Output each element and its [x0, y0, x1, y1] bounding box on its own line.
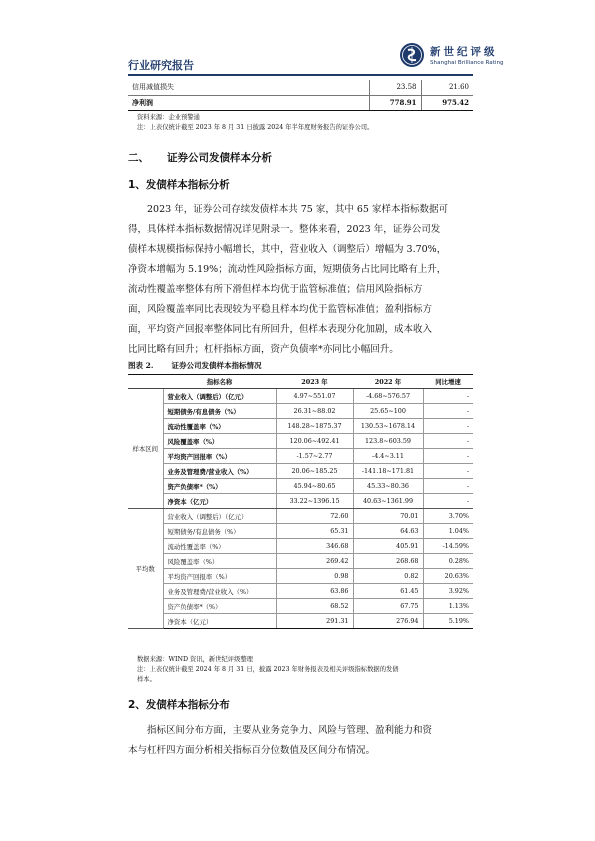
indicator-name: 短期债务/有息债务（%）: [163, 524, 276, 539]
value-2023: 68.52: [276, 599, 353, 614]
table-row: [128, 494, 473, 509]
value-2023: 20.06~185.25: [276, 464, 353, 479]
indicator-table: [128, 374, 473, 629]
paragraph-line: 面，平均资产回报率整体同比有所回升，但样本表现分化加剧，成本收入: [128, 324, 433, 335]
header-rule: [128, 74, 473, 76]
header-indicator: 指标名称: [163, 375, 276, 389]
paragraph-line: 净资本增幅为 5.19%；流动性风险指标方面，短期债务占比同比略有上升，: [128, 264, 447, 275]
value-2023: 63.86: [276, 584, 353, 599]
table-row: [128, 419, 473, 434]
indicator-name: 资产负债率*（%）: [163, 599, 276, 614]
paragraph-line: 得，具体样本指标数据情况详见附录一。整体来看，2023 年，证券公司发: [128, 224, 441, 235]
yoy-growth: -: [423, 434, 473, 449]
yoy-growth: 0.28%: [423, 554, 473, 569]
table-body: [128, 389, 473, 629]
table-row: [128, 479, 473, 494]
paragraph-line: 流动性覆盖率整体有所下滑但样本均优于监管标准值；信用风险指标方: [128, 284, 423, 295]
table-row: [128, 404, 473, 419]
row-label: 信用减值损失: [128, 80, 369, 95]
header-group: [128, 375, 163, 389]
value-2022: 61.45: [353, 584, 423, 599]
table-row: [128, 80, 473, 95]
indicator-name: 风险覆盖率（%）: [163, 554, 276, 569]
value-2023: 26.31~88.02: [276, 404, 353, 419]
indicator-name: 净资本（亿元）: [163, 494, 276, 509]
value-2022: 276.94: [353, 614, 423, 629]
value-2023: 120.06~492.41: [276, 434, 353, 449]
value-2023: 0.98: [276, 569, 353, 584]
table-row: [128, 554, 473, 569]
table-row: [128, 614, 473, 629]
brand-name-en: Shanghai Brilliance Rating: [430, 60, 504, 66]
value-2022: 70.01: [353, 509, 423, 524]
indicator-name: 营业收入（调整后）（亿元）: [163, 509, 276, 524]
figure-title: 证券公司发债样本指标情况: [171, 361, 262, 370]
table-row: [128, 95, 473, 110]
value-2023: 4.97~551.07: [276, 389, 353, 404]
table-row: [128, 449, 473, 464]
table-row: [128, 539, 473, 554]
indicator-name: 风险覆盖率（%）: [163, 434, 276, 449]
subsection-heading-2: 2、发债样本指标分布: [128, 699, 230, 711]
indicator-name: 业务及管理费/营业收入（%）: [163, 584, 276, 599]
footnote-2-line-1: 注：上表仅统计截至 2024 年 8 月 31 日，披露 2023 年财务报表及相关评级指标数据的发债: [137, 666, 399, 673]
source-note-2: 数据来源：WIND 资讯，新世纪评级整理: [137, 656, 253, 663]
value-2023: 23.58: [369, 80, 421, 95]
header-yoy: 同比增速: [423, 375, 473, 389]
body-paragraph-1: [128, 200, 474, 360]
value-2023: -1.57~2.77: [276, 449, 353, 464]
table-header-row: [128, 375, 473, 389]
brand-name-cn: 新世纪评级: [430, 46, 498, 58]
yoy-growth: 3.92%: [423, 584, 473, 599]
value-2023: 346.68: [276, 539, 353, 554]
paragraph-line: 指标区间分布方面，主要从业务竞争力、风险与管理、盈利能力和资: [147, 725, 433, 736]
value-2022: 45.33~80.36: [353, 479, 423, 494]
indicator-name: 平均资产回报率（%）: [163, 449, 276, 464]
row-label: 净利润: [128, 95, 369, 110]
value-2022: 405.91: [353, 539, 423, 554]
value-2022: 130.53~1678.14: [353, 419, 423, 434]
paragraph-line: 本与杠杆四方面分析相关指标百分位数值及区间分布情况。: [128, 745, 376, 756]
indicator-name: 流动性覆盖率（%）: [163, 539, 276, 554]
value-2023: 33.22~1396.15: [276, 494, 353, 509]
yoy-growth: -: [423, 449, 473, 464]
section-number: 二、: [128, 152, 149, 164]
table-row: [128, 524, 473, 539]
footnote-2-line-2: 样本。: [137, 676, 156, 683]
yoy-growth: -: [423, 389, 473, 404]
yoy-growth: 5.19%: [423, 614, 473, 629]
page-header: [128, 40, 504, 74]
value-2022: 975.42: [421, 95, 473, 110]
indicator-name: 平均资产回报率（%）: [163, 569, 276, 584]
value-2022: 0.82: [353, 569, 423, 584]
table-row: [128, 569, 473, 584]
value-2022: 268.68: [353, 554, 423, 569]
value-2022: 25.65~100: [353, 404, 423, 419]
value-2022: 21.60: [421, 80, 473, 95]
indicator-name: 营业收入（调整后）（亿元）: [163, 389, 276, 404]
yoy-growth: 3.70%: [423, 509, 473, 524]
group-label: 样本区间: [128, 389, 163, 509]
header-2023: 2023 年: [276, 375, 353, 389]
value-2023: 778.91: [369, 95, 421, 110]
value-2022: 40.63~1361.99: [353, 494, 423, 509]
figure-caption: [128, 360, 261, 371]
value-2023: 45.94~80.65: [276, 479, 353, 494]
paragraph-line: 比同比略有回升；杠杆指标方面，资产负债率*亦同比小幅回升。: [128, 344, 399, 355]
section-heading: [128, 150, 272, 165]
report-title: 行业研究报告: [128, 59, 194, 72]
value-2023: 65.31: [276, 524, 353, 539]
table-row: [128, 599, 473, 614]
figure-label: 图表 2.: [128, 361, 154, 370]
value-2022: 123.8~603.59: [353, 434, 423, 449]
table-row: [128, 509, 473, 524]
paragraph-line: 2023 年，证券公司存续发债样本共 75 家，其中 65 家样本指标数据可: [147, 204, 448, 215]
yoy-growth: -14.59%: [423, 539, 473, 554]
value-2022: 64.63: [353, 524, 423, 539]
brilliance-logo-icon: [399, 42, 425, 68]
yoy-growth: 1.04%: [423, 524, 473, 539]
body-paragraph-2: [128, 721, 474, 761]
value-2023: 291.31: [276, 614, 353, 629]
yoy-growth: -: [423, 494, 473, 509]
yoy-growth: 1.13%: [423, 599, 473, 614]
indicator-name: 资产负债率*（%）: [163, 479, 276, 494]
value-2022: -4.68~576.57: [353, 389, 423, 404]
source-note: 资料来源：企业预警通: [137, 114, 200, 121]
table-row: [128, 584, 473, 599]
indicator-name: 净资本（亿元）: [163, 614, 276, 629]
value-2022: -141.18~171.81: [353, 464, 423, 479]
value-2023: 72.60: [276, 509, 353, 524]
top-table: [128, 80, 473, 111]
subsection-heading-1: 1、发债样本指标分析: [128, 179, 230, 191]
paragraph-line: 面，风险覆盖率同比表现较为平稳且样本均优于监管标准值；盈利指标方: [128, 304, 433, 315]
footnote: 注：上表仅统计截至 2023 年 8 月 31 日披露 2024 年半年度财务报告的证券公司。: [137, 124, 374, 131]
group-label: 平均数: [128, 509, 163, 629]
yoy-growth: -: [423, 404, 473, 419]
indicator-name: 短期债务/有息债务（%）: [163, 404, 276, 419]
paragraph-line: 债样本规模指标保持小幅增长，其中，营业收入（调整后）增幅为 3.70%，: [128, 244, 447, 255]
section-title: 证券公司发债样本分析: [167, 152, 272, 164]
yoy-growth: 20.63%: [423, 569, 473, 584]
yoy-growth: -: [423, 479, 473, 494]
header-2022: 2022 年: [353, 375, 423, 389]
table-row: [128, 464, 473, 479]
yoy-growth: -: [423, 419, 473, 434]
value-2023: 269.42: [276, 554, 353, 569]
table-row: [128, 434, 473, 449]
value-2022: 67.75: [353, 599, 423, 614]
yoy-growth: -: [423, 464, 473, 479]
table-row: [128, 389, 473, 404]
indicator-name: 流动性覆盖率（%）: [163, 419, 276, 434]
indicator-name: 业务及管理费/营业收入（%）: [163, 464, 276, 479]
value-2022: -4.4~3.11: [353, 449, 423, 464]
value-2023: 148.28~1875.37: [276, 419, 353, 434]
